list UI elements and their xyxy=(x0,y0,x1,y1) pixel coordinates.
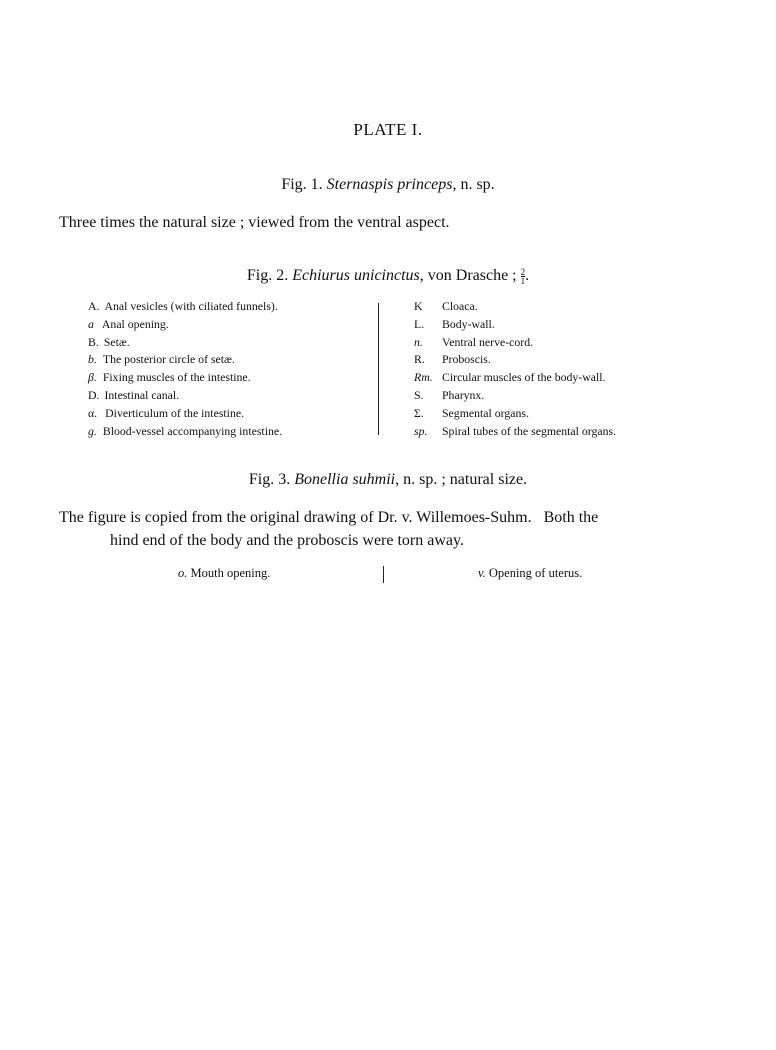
fig3-description-line1: The figure is copied from the original drawing of Dr. v. Willemoes-Suhm. Both the xyxy=(59,509,599,526)
legend-item xyxy=(414,387,616,405)
legend-key: K xyxy=(414,299,423,313)
legend-key: Rm. xyxy=(414,370,433,385)
fig2-suffix: , von Drasche ; xyxy=(419,267,517,284)
fig2-caption xyxy=(0,267,776,285)
fig2-legend-left xyxy=(88,298,282,440)
fig2-label: Fig. 2. xyxy=(246,267,289,284)
fig2-scale-end: . xyxy=(525,267,530,284)
legend-key: g. xyxy=(88,423,97,438)
legend-item xyxy=(88,298,282,316)
legend-key: B. xyxy=(88,334,99,349)
fig1-suffix: , n. sp. xyxy=(452,176,495,193)
legend-item xyxy=(88,405,282,423)
legend-text: The posterior circle of setæ. xyxy=(102,352,235,367)
legend-item xyxy=(88,316,282,334)
legend-text: Pharynx. xyxy=(442,387,485,402)
legend-key: D. xyxy=(88,387,100,402)
legend-item xyxy=(88,423,282,441)
legend-key: S. xyxy=(414,387,424,402)
fig1-caption xyxy=(0,176,776,194)
legend-key: v. xyxy=(478,566,486,580)
legend-text: Spiral tubes of the segmental organs. xyxy=(442,423,617,438)
legend-text: Intestinal canal. xyxy=(104,387,180,402)
legend-key: b. xyxy=(88,352,97,367)
legend-text: Segmental organs. xyxy=(442,405,529,420)
legend-key: sp. xyxy=(414,423,428,438)
legend-key: o. xyxy=(178,566,188,580)
fig2-scale-den: 1 xyxy=(520,275,526,286)
legend-key: Σ. xyxy=(414,405,424,420)
plate-title: PLATE I. xyxy=(353,120,423,139)
fig1-description: Three times the natural size ; viewed from the ventral aspect. xyxy=(59,214,450,231)
fig3-species: Bonellia suhmii xyxy=(294,471,396,488)
fig3-legend-divider xyxy=(383,566,384,583)
legend-key: a xyxy=(88,316,94,331)
legend-item xyxy=(414,369,616,387)
fig2-scale-num: 2 xyxy=(520,266,526,277)
legend-item xyxy=(414,405,616,423)
legend-text: Fixing muscles of the intestine. xyxy=(102,370,251,385)
legend-key: β. xyxy=(88,370,97,385)
legend-text: Mouth opening. xyxy=(190,566,271,580)
fig3-label: Fig. 3. xyxy=(248,471,291,488)
fig3-caption xyxy=(0,471,776,489)
legend-text: Opening of uterus. xyxy=(488,566,583,580)
legend-text: Proboscis. xyxy=(442,352,491,367)
fig3-legend-left xyxy=(178,566,270,581)
legend-item xyxy=(414,334,616,352)
legend-text: Diverticulum of the intestine. xyxy=(105,405,245,420)
fig1-label: Fig. 1. xyxy=(281,176,323,193)
legend-text: Circular muscles of the body-wall. xyxy=(442,370,606,385)
fig2-legend-right xyxy=(414,298,616,440)
legend-text: Cloaca. xyxy=(442,299,478,313)
legend-item xyxy=(88,369,282,387)
legend-item xyxy=(414,423,616,441)
legend-key: n. xyxy=(414,334,423,349)
legend-key: α. xyxy=(88,405,98,420)
fig3-legend-right xyxy=(478,566,582,581)
fig3-suffix: , n. sp. ; natural size. xyxy=(395,471,528,488)
fig3-description-line2: hind end of the body and the proboscis were torn away. xyxy=(110,532,464,549)
legend-text: Anal vesicles (with ciliated funnels). xyxy=(104,299,278,313)
legend-divider xyxy=(378,303,379,435)
legend-key: A. xyxy=(88,299,100,313)
legend-item xyxy=(414,316,616,334)
legend-item xyxy=(414,298,616,316)
legend-text: Ventral nerve-cord. xyxy=(442,334,534,349)
fig1-species: Sternaspis princeps xyxy=(326,176,453,193)
fig2-species: Echiurus unicinctus xyxy=(292,267,420,284)
legend-text: Setæ. xyxy=(103,334,130,349)
legend-text: Anal opening. xyxy=(101,316,169,331)
legend-key: L. xyxy=(414,316,425,331)
legend-item xyxy=(88,334,282,352)
legend-item xyxy=(414,351,616,369)
legend-item xyxy=(88,351,282,369)
legend-item xyxy=(88,387,282,405)
legend-text: Body-wall. xyxy=(442,316,495,331)
legend-key: R. xyxy=(414,352,425,367)
legend-text: Blood-vessel accompanying intestine. xyxy=(102,423,283,438)
